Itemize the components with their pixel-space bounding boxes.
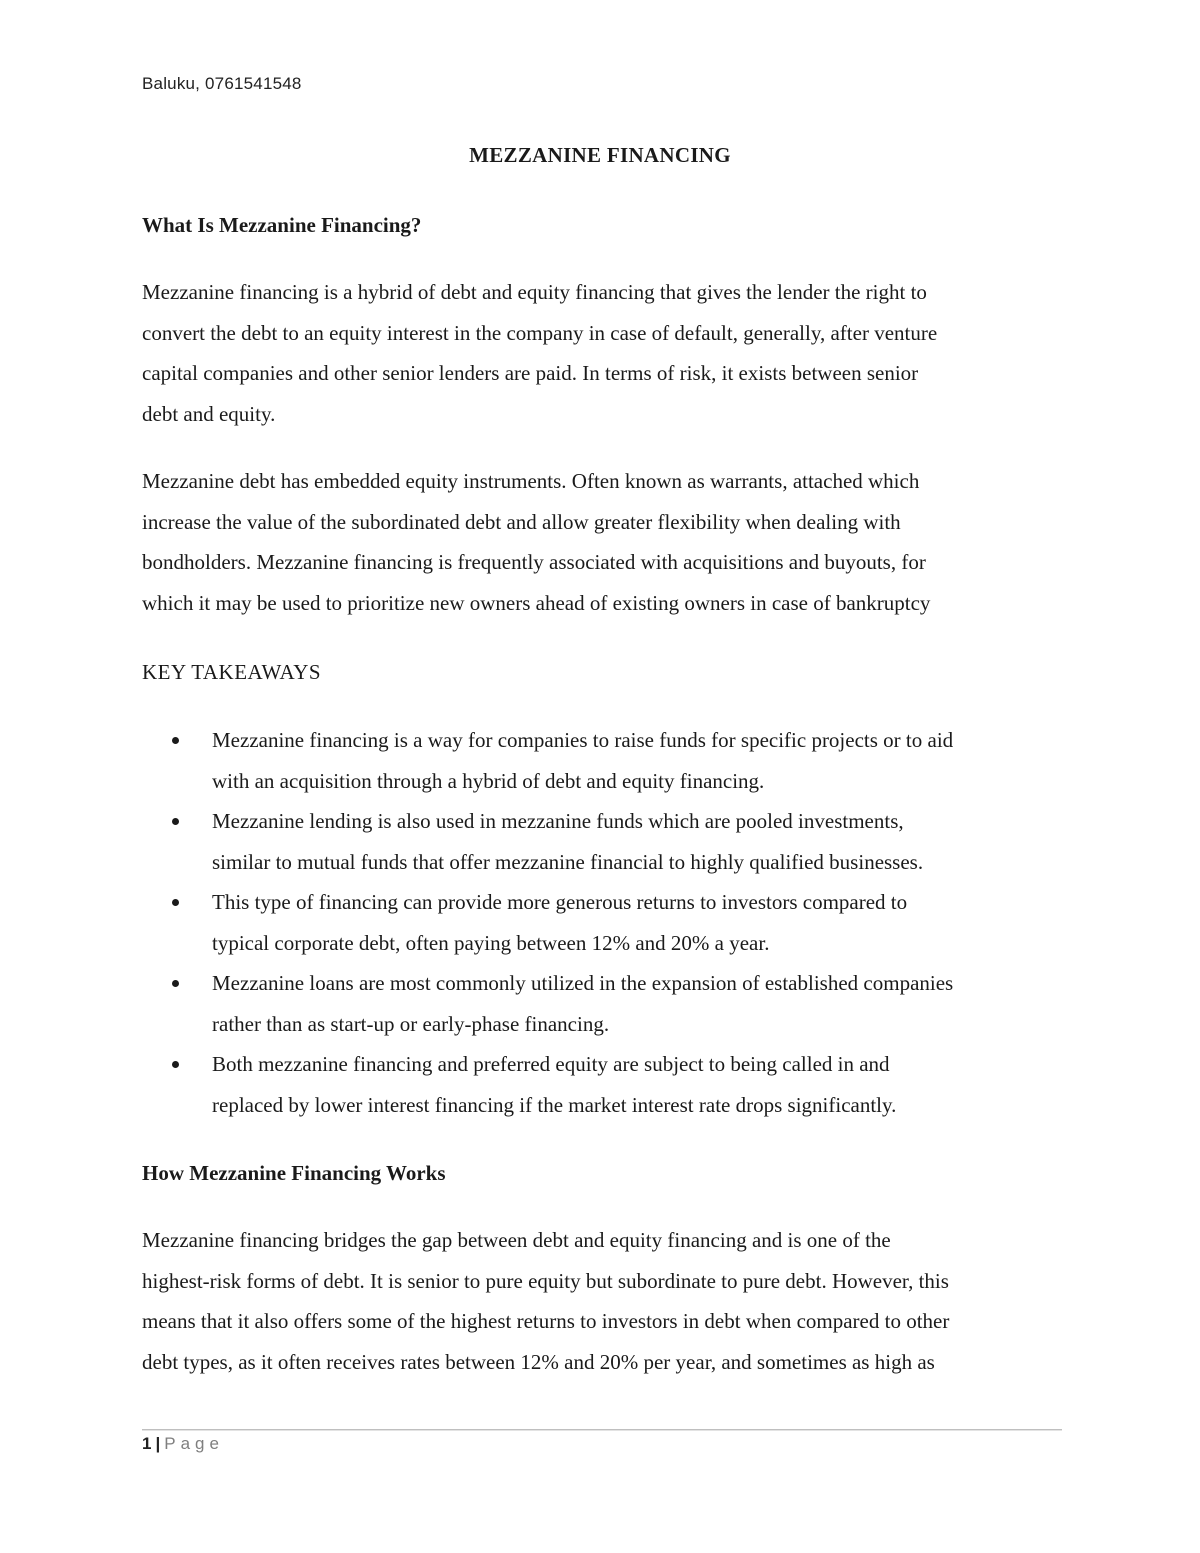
bullet-icon [172, 899, 179, 906]
paragraph-line: which it may be used to prioritize new owners ahead of existing owners in case of bankruptcy [142, 590, 931, 615]
footer-separator: | [155, 1434, 161, 1453]
paragraph-line: Mezzanine debt has embedded equity instruments. Often known as warrants, attached which [142, 469, 920, 493]
list-item [142, 1044, 1072, 1125]
paragraph-definition [142, 272, 1072, 434]
list-item-line: rather than as start-up or early-phase financing. [212, 1011, 610, 1036]
list-item-line: Mezzanine lending is also used in mezzanine funds which are pooled investments, [212, 809, 904, 833]
key-takeaways-list [142, 720, 1072, 1125]
list-item-line: typical corporate debt, often paying between 12% and 20% a year. [212, 930, 770, 955]
list-item-line: Both mezzanine financing and preferred equity are subject to being called in and [212, 1052, 890, 1076]
list-item-line: replaced by lower interest financing if the market interest rate drops significantly. [212, 1092, 897, 1117]
paragraph-line: highest-risk forms of debt. It is senior to pure equity but subordinate to pure debt. However, this [142, 1268, 949, 1293]
key-takeaways-heading: KEY TAKEAWAYS [142, 660, 322, 684]
list-item-line: similar to mutual funds that offer mezzanine financial to highly qualified businesses. [212, 849, 924, 874]
paragraph-line: Mezzanine financing is a hybrid of debt and equity financing that gives the lender the right to [142, 280, 927, 304]
paragraph-line: bondholders. Mezzanine financing is frequently associated with acquisitions and buyouts, for [142, 550, 926, 574]
page-number: 1 [142, 1434, 152, 1453]
paragraph-line: Mezzanine financing bridges the gap between debt and equity financing and is one of the [142, 1228, 891, 1252]
paragraph-line: increase the value of the subordinated debt and allow greater flexibility when dealing with [142, 509, 901, 534]
footer-divider [142, 1429, 1062, 1430]
list-item [142, 801, 1072, 882]
paragraph-embedded-equity [142, 461, 1072, 623]
paragraph-line: convert the debt to an equity interest in the company in case of default, generally, after venture [142, 320, 938, 345]
list-item [142, 882, 1072, 963]
bullet-icon [172, 737, 179, 744]
paragraph-line: debt and equity. [142, 401, 276, 426]
section-heading-what-is: What Is Mezzanine Financing? [142, 213, 422, 237]
list-item-line: with an acquisition through a hybrid of debt and equity financing. [212, 768, 765, 793]
paragraph-line: debt types, as it often receives rates between 12% and 20% per year, and sometimes as high as [142, 1349, 935, 1374]
list-item-line: This type of financing can provide more generous returns to investors compared to [212, 890, 908, 914]
page-label: Page [164, 1434, 224, 1453]
paragraph-line: means that it also offers some of the highest returns to investors in debt when compared to other [142, 1309, 950, 1333]
bullet-icon [172, 1061, 179, 1068]
running-header: Baluku, 0761541548 [142, 74, 302, 93]
list-item-line: Mezzanine loans are most commonly utilized in the expansion of established companies [212, 971, 954, 995]
list-item-line: Mezzanine financing is a way for companies to raise funds for specific projects or to aid [212, 728, 954, 752]
document-title: MEZZANINE FINANCING [469, 143, 731, 167]
page-footer [142, 1434, 224, 1454]
paragraph-how-it-works [142, 1220, 1072, 1382]
list-item [142, 963, 1072, 1044]
bullet-icon [172, 818, 179, 825]
list-item [142, 720, 1072, 801]
bullet-icon [172, 980, 179, 987]
section-heading-how-it-works: How Mezzanine Financing Works [142, 1161, 446, 1185]
paragraph-line: capital companies and other senior lenders are paid. In terms of risk, it exists between senior [142, 361, 919, 385]
